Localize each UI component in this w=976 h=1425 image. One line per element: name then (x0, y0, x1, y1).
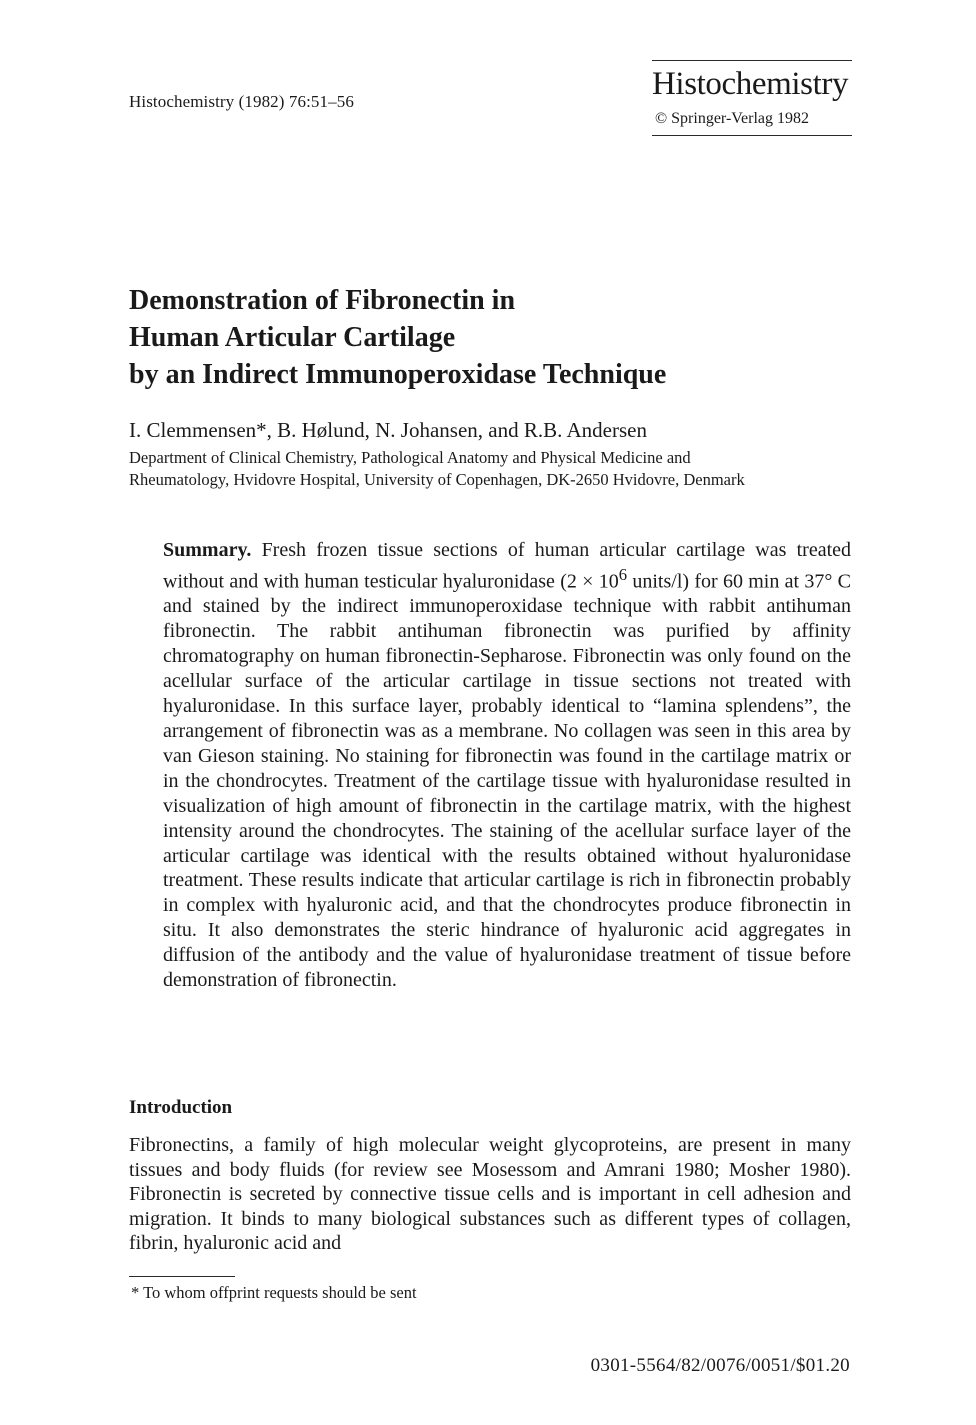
footnote: * To whom offprint requests should be sent (131, 1283, 417, 1302)
summary-text-part2: units/l) for 60 min at 37° C and stained by the indirect immunoperoxidase technique with rabbit antihuman fibronectin. The rabbit antihuman fibronectin was purified by affinity chromatography on human fibronectin-Sepharose. Fibronectin was only found on the acellular surface of the articular cartilage in tissue sections not treated with hyaluronidase. In this surface layer, probably identical to “lamina splendens”, the arrangement of fibronectin was as a membrane. No collagen was seen in this area by van Gieson staining. No staining for fibronectin was found in the cartilage matrix or in the chondrocytes. Treatment of the cartilage tissue with hyaluronidase resulted in visualization of high amount of fibronectin in the cartilage matrix, with the highest intensity around the chondrocytes. The staining of the acellular surface layer of the articular cartilage was identical with the results obtained without hyaluronidase treatment. These results indicate that articular cartilage is rich in fibronectin probably in complex with hyaluronic acid, and that the chondrocytes produce fibronectin in situ. It also demonstrates the steric hindrance of hyaluronic acid aggregates in diffusion of the antibody and the value of hyaluronidase treatment of tissue before demonstration of fibronectin. (163, 570, 851, 992)
introduction-heading: Introduction (129, 1097, 233, 1118)
masthead-bottom-rule (652, 135, 852, 136)
journal-name: Histochemistry (652, 66, 849, 102)
title-line: Human Articular Cartilage (129, 322, 456, 353)
article-title (129, 282, 849, 393)
journal-masthead (652, 60, 852, 136)
author-list: I. Clemmensen*, B. Hølund, N. Johansen, and R.B. Andersen (129, 418, 647, 442)
copyright-notice: © Springer-Verlag 1982 (655, 110, 810, 127)
affiliation-line: Department of Clinical Chemistry, Pathological Anatomy and Physical Medicine and (129, 448, 691, 467)
introduction-paragraph: Fibronectins, a family of high molecular weight glycoproteins, are present in many tissues and body fluids (for review see Mosessom and Amrani 1980; Mosher 1980). Fibronectin is secreted by connective tissue cells and is important in cell adhesion and migration. It binds to many biological substances such as different types of collagen, fibrin, hyaluronic acid and (129, 1134, 851, 1255)
footnote-separator (129, 1276, 235, 1277)
masthead-top-rule (652, 60, 852, 61)
title-line: Demonstration of Fibronectin in (129, 285, 516, 316)
affiliation-line: Rheumatology, Hvidovre Hospital, University of Copenhagen, DK-2650 Hvidovre, Denmark (129, 470, 745, 489)
summary-label: Summary. (163, 539, 252, 561)
title-line: by an Indirect Immunoperoxidase Technique (129, 359, 667, 390)
summary-paragraph (163, 538, 851, 993)
journal-citation: Histochemistry (1982) 76:51–56 (129, 92, 354, 111)
summary-exponent: 6 (618, 564, 628, 584)
summary-text-part1: Fresh frozen tissue sections of human articular cartilage was treated without and with human testicular hyaluronidase (2 × 10 (163, 539, 852, 593)
issn-code: 0301-5564/82/0076/0051/$01.20 (590, 1355, 850, 1376)
author-affiliation (129, 447, 859, 491)
